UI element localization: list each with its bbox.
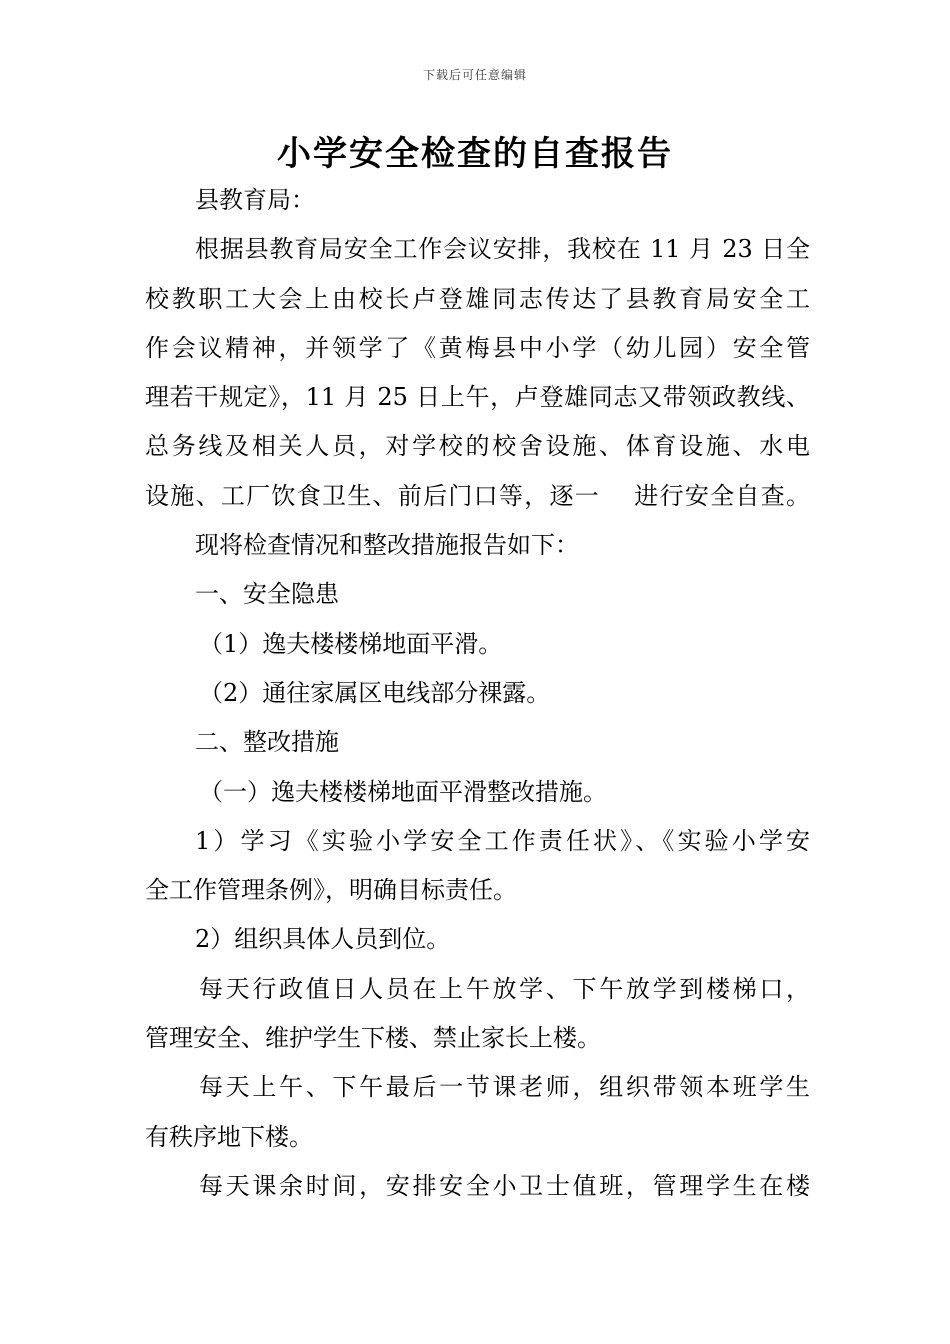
header-note: 下载后可任意编辑 xyxy=(422,68,527,82)
page-title: 小学安全检查的自查报告 xyxy=(277,134,673,174)
paragraph-line: 每天课余时间，安排安全小卫士值班，管理学生在楼 xyxy=(199,1171,810,1200)
paragraph-line: 2）组织具体人员到位。 xyxy=(195,925,451,954)
paragraph-line: 校教职工大会上由校长卢登雄同志传达了县教育局安全工 xyxy=(145,284,810,313)
subsection-heading: （一）逸夫楼楼梯地面平滑整改措施。 xyxy=(199,777,607,806)
paragraph-line: 管理安全、维护学生下楼、禁止家长上楼。 xyxy=(145,1024,601,1053)
section-heading: 一、安全隐患 xyxy=(195,580,339,609)
paragraph-line: 有秩序地下楼。 xyxy=(145,1122,313,1151)
paragraph-line: 设施、工厂饮食卫生、前后门口等，逐一 进行安全自查。 xyxy=(145,481,810,510)
paragraph-line: 1）学习《实验小学安全工作责任状》、《实验小学安 xyxy=(195,826,810,855)
paragraph-line: 现将检查情况和整改措施报告如下： xyxy=(195,531,579,560)
paragraph-line: 全工作管理条例》，明确目标责任。 xyxy=(145,876,517,905)
paragraph-line: 作会议精神，并领学了《黄梅县中小学（幼儿园）安全管 xyxy=(145,333,810,362)
paragraph-line: 每天行政值日人员在上午放学、下午放学到楼梯口， xyxy=(199,974,810,1003)
list-item: （1）逸夫楼楼梯地面平滑。 xyxy=(199,629,503,658)
paragraph-line: 总务线及相关人员，对学校的校舍设施、体育设施、水电 xyxy=(145,432,810,461)
document-body xyxy=(145,176,810,1211)
list-item: （2）通往家属区电线部分裸露。 xyxy=(199,678,551,707)
salutation: 县教育局： xyxy=(195,186,315,214)
section-heading: 二、整改措施 xyxy=(195,728,339,757)
paragraph-line: 根据县教育局安全工作会议安排，我校在 11 月 23 日全 xyxy=(195,235,810,264)
paragraph-line: 理若干规定》，11 月 25 日上午，卢登雄同志又带领政教线、 xyxy=(145,383,810,412)
paragraph-line: 每天上午、下午最后一节课老师，组织带领本班学生 xyxy=(199,1073,810,1102)
